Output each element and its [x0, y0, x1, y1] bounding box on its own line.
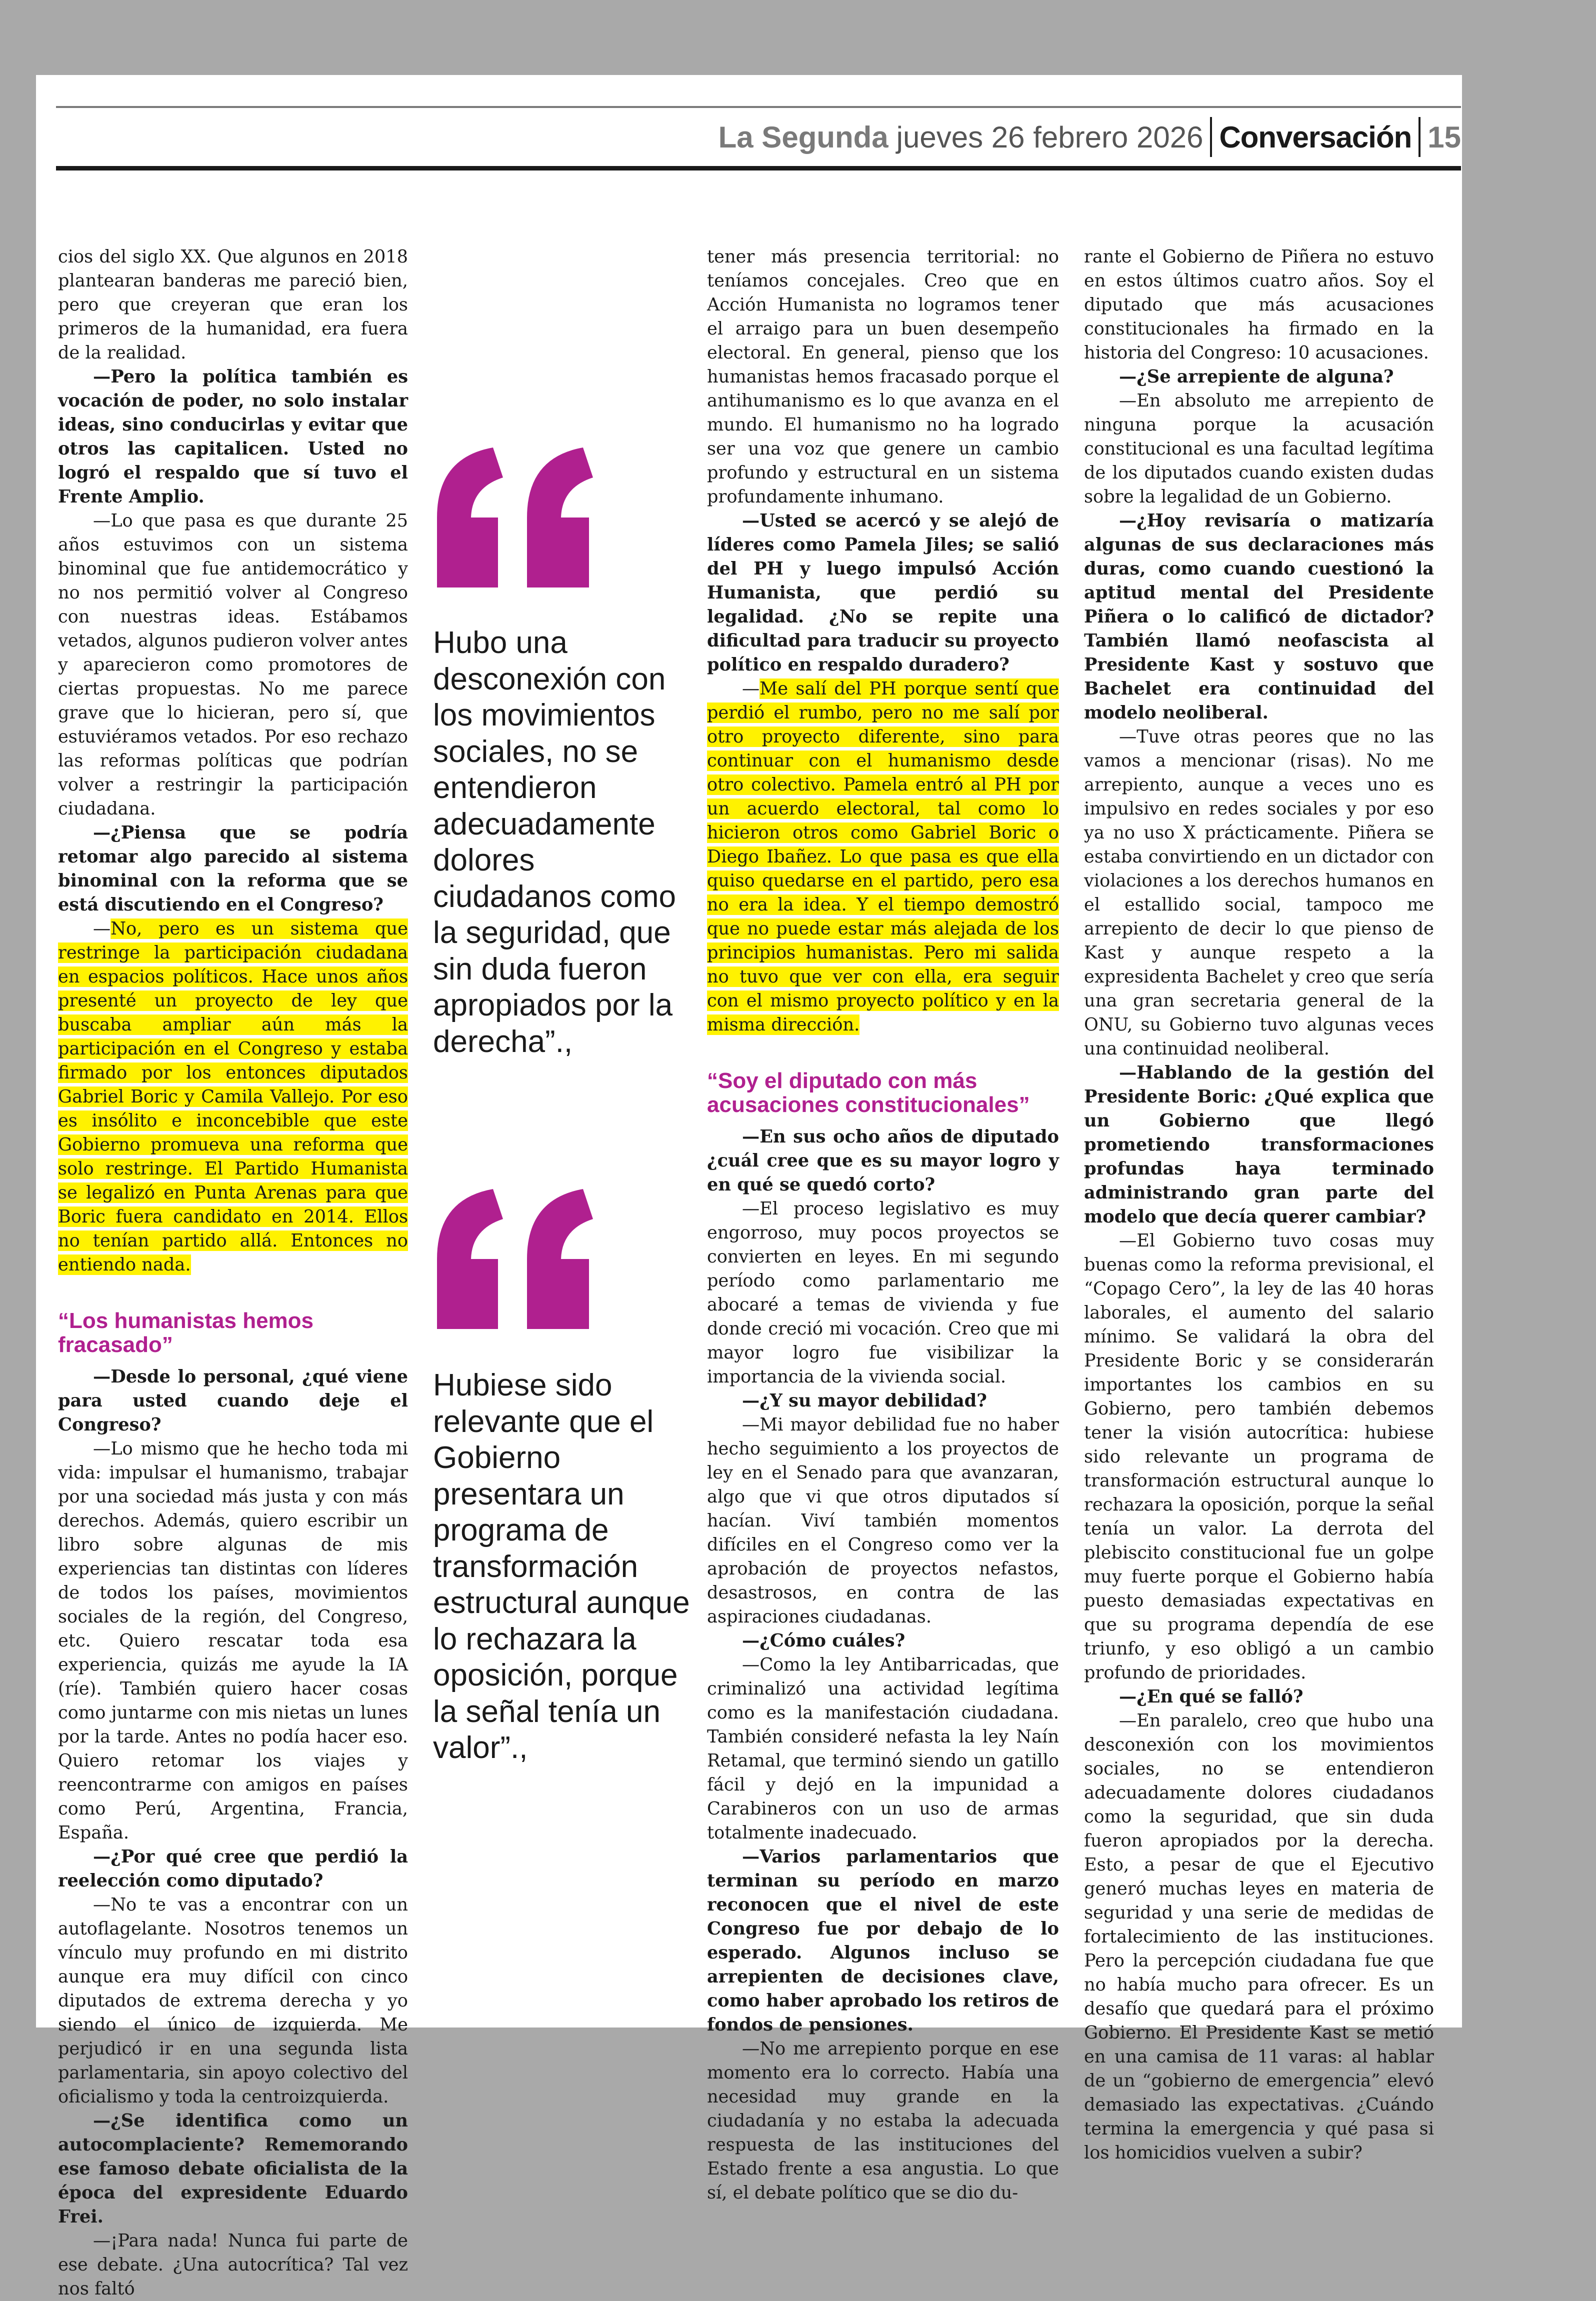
interview-answer: —Mi mayor debilidad fue no haber hecho seguimiento a los proyectos de ley en el Senado para que avanzaran, algo que vi que otros diputados sí hacían. Viví también momentos difíciles en el Congreso como ver la aprobación de proyectos nefastos, desastrosos, en contra de las aspiraciones ciudadanas. — [707, 1414, 1059, 1627]
interview-answer: —En paralelo, creo que hubo una desconexión con los movimientos sociales, no se entendieron adecuadamente dolores ciudadanos como la seguridad, que sin duda fueron apropiados por la derecha. Esto, a pesar de que el Ejecutivo generó muchas leyes en materia de seguridad y una serie de medidas de fortalecimiento de las instituciones. Pero la percepción ciudadana fue que no había mucho para ofrecer. Es un desafío que quedará para el próximo Gobierno. El Presidente Kast se metió en una camisa de 11 varas: al hablar de un “gobierno de emergencia” elevó demasiado las expectativas. ¿Cuándo termina la emergencia y qué pasa si los homicidios vuelven a subir? — [1084, 1710, 1434, 2163]
interview-answer: —No te vas a encontrar con un autoflagelante. Nosotros tenemos un vínculo muy profundo en mi distrito aunque era muy difícil con cinco diputados de extrema derecha y yo siendo el único de izquierda. Me perjudicó ir en una segunda lista parlamentaria, sin apoyo colectivo del oficialismo y toda la centroizquierda. — [58, 1894, 408, 2107]
header-bottom-rule — [56, 166, 1461, 170]
highlighted-answer: No, pero es un sistema que restringe la participación ciudadana en espacios políticos. Hace unos años presenté un proyecto de ley que buscaba ampliar aún más la participación en el Congreso y estaba firmado por los entonces diputados Gabriel Boric y Camila Vallejo. Por eso es insólito e inconcebible que este Gobierno promueva una reforma que solo restringe. El Partido Humanista se legalizó en Punta Arenas para que Boric fuera candidato en 2014. Ellos no tenían partido allá. Entonces no entiendo nada. — [58, 918, 408, 1275]
header-separator — [1210, 117, 1212, 157]
section-subhead: “Los humanistas hemos fracasado” — [58, 1308, 314, 1357]
interview-question: —Pero la política también es vocación de poder, no solo instalar ideas, sino conducirlas y evitar que otros las capitalicen. Usted no logró el respaldo que sí tuvo el Frente Amplio. — [58, 366, 408, 507]
interview-question: —Usted se acercó y se alejó de líderes como Pamela Jiles; se salió del PH y luego impulsó Acción Humanista, que perdió su legalidad. ¿No se repite una dificultad para traducir su proyecto político en respaldo duradero? — [707, 510, 1059, 675]
interview-question: —¿Y su mayor debilidad? — [742, 1390, 987, 1411]
publication-name: La Segunda — [718, 120, 888, 154]
highlighted-answer: Me salí del PH porque sentí que perdió el rumbo, pero no me salí por otro proyecto diferente, sino para continuar con el humanismo desde otro colectivo. Pamela entró al PH por un acuerdo electoral, tal como lo hicieron otros como Gabriel Boric o Diego Ibañez. Lo que pasa es que ella quiso quedarse en el partido, pero esa no era la idea. Y el tiempo demostró que no puede estar más alejada de los principios humanistas. Pero mi salida no tuvo que ver con ella, era seguir con el mismo proyecto político y en la misma dirección. — [707, 678, 1059, 1035]
interview-answer — [58, 917, 408, 1277]
body-paragraph: cios del siglo XX. Que algunos en 2018 plantearan banderas me pareció bien, pero que creyeran que eran los primeros de la humanidad, era fuera de la realidad. — [58, 246, 408, 363]
interview-answer: —En absoluto me arrepiento de ninguna porque la acusación constitucional es una facultad legítima de los diputados cuando existen dudas sobre la legalidad de un Gobierno. — [1084, 390, 1434, 507]
dash: — — [93, 918, 111, 939]
interview-answer — [707, 677, 1059, 1037]
interview-question: —Hablando de la gestión del Presidente Boric: ¿Qué explica que un Gobierno que llegó prometiendo transformaciones profundas haya terminado administrando gran parte del modelo que decía querer cambiar? — [1084, 1062, 1434, 1227]
interview-question: —¿Se identifica como un autocomplaciente? Rememorando ese famoso debate oficialista de la época del expresidente Eduardo Frei. — [58, 2110, 408, 2227]
interview-question: —¿Piensa que se podría retomar algo parecido al sistema binominal con la reforma que se está discutiendo en el Congreso? — [58, 822, 408, 915]
interview-answer: —El Gobierno tuvo cosas muy buenas como la reforma previsional, el “Copago Cero”, la ley de las 40 horas laborales, el aumento del salario mínimo. Se validará la obra del Presidente Boric y se considerarán importantes los cambios en su Gobierno, pero también debemos tener la visión autocrítica: hubiese sido relevante un programa de transformación estructural aunque lo rechazara la oposición, porque la señal tenía un valor. La derrota del plebiscito constitucional fue un golpe muy fuerte porque el Gobierno había puesto demasiadas expectativas en que su programa dependía de ese triunfo, y eso obligó a un cambio profundo de prioridades. — [1084, 1230, 1434, 1683]
issue-date: jueves 26 febrero 2026 — [896, 120, 1204, 154]
section-subhead: “Soy el diputado con más acusaciones constitucionales” — [707, 1068, 1030, 1117]
dash: — — [742, 678, 760, 699]
interview-question: —Desde lo personal, ¿qué viene para usted cuando deje el Congreso? — [58, 1366, 408, 1435]
article-column-1 — [58, 245, 408, 2301]
page-header — [56, 111, 1461, 163]
interview-answer: —¡Para nada! Nunca fui parte de ese debate. ¿Una autocrítica? Tal vez nos faltó — [58, 2230, 408, 2299]
pull-quote-2: Hubiese sido relevante que el Gobierno presentara un programa de transformación estructural aunque lo rechazara la oposición, porque la señal tenía un valor”., — [433, 1368, 690, 1765]
interview-answer: —El proceso legislativo es muy engorroso, muy pocos proyectos se convierten en leyes. En mi segundo período como parlamentario me abocaré a temas de vivienda y fue donde creció mi vocación. Creo que mi mayor logro fue visibilizar la importancia de la vivienda social. — [707, 1198, 1059, 1387]
section-name: Conversación — [1219, 120, 1412, 154]
interview-question: —¿Por qué cree que perdió la reelección como diputado? — [58, 1846, 408, 1891]
header-separator — [1418, 117, 1420, 157]
interview-question: —En sus ocho años de diputado ¿cuál cree que es su mayor logro y en qué se quedó corto? — [707, 1126, 1059, 1195]
interview-question: —¿Cómo cuáles? — [742, 1630, 906, 1651]
interview-answer: —Lo que pasa es que durante 25 años estuvimos con un sistema binominal que fue antidemocrático y no nos permitió volver al Congreso con nuestras ideas. Estábamos vetados, algunos pudieron volver antes y aparecieron como promotores de ciertas propuestas. No me parece grave que lo hicieran, pero sí, que estuviéramos vetados. Por eso rechazo las reformas políticas que podrían volver a restringir la participación ciudadana. — [58, 510, 408, 819]
interview-answer: —Como la ley Antibarricadas, que criminalizó una actividad legítima como es la manifestación ciudadana. También consideré nefasta la ley Naín Retamal, que terminó siendo un gatillo fácil y dejó en la impunidad a Carabineros con un uso de armas totalmente inadecuado. — [707, 1654, 1059, 1843]
body-paragraph: rante el Gobierno de Piñera no estuvo en estos últimos cuatro años. Soy el diputado que más acusaciones constitucionales ha firmado en la historia del Congreso: 10 acusaciones. — [1084, 246, 1434, 363]
interview-question: —¿Hoy revisaría o matizaría algunas de sus declaraciones más duras, como cuando cuestionó la aptitud mental del Presidente Piñera o lo calificó de dictador? También llamó neofascista al Presidente Kast y sostuvo que Bachelet era continuidad del modelo neoliberal. — [1084, 510, 1434, 723]
interview-answer: —No me arrepiento porque en ese momento era lo correcto. Había una necesidad muy grande en la ciudadanía y no estaba la adecuada respuesta de las instituciones del Estado frente a esa angustia. Lo que sí, el debate político que se dio du- — [707, 2038, 1059, 2203]
pull-quote-1: Hubo una desconexión con los movimientos sociales, no se entendieron adecuadamente dolores ciudadanos como la seguridad, que sin duda fueron apropiados por la derecha”., — [433, 626, 676, 1059]
interview-question: —¿Se arrepiente de alguna? — [1119, 366, 1394, 387]
quote-mark-icon — [433, 1184, 593, 1329]
quote-mark-icon — [433, 442, 593, 588]
interview-question: —Varios parlamentarios que terminan su período en marzo reconocen que el nivel de este Congreso fue por debajo de lo esperado. Algunos incluso se arrepienten de decisiones clave, como haber aprobado los retiros de fondos de pensiones. — [707, 1846, 1059, 2035]
page-number: 15 — [1428, 120, 1461, 154]
interview-answer: —Tuve otras peores que no las vamos a mencionar (risas). No me arrepiento, aunque a veces uno es impulsivo en redes sociales y por eso ya no uso X prácticamente. Piñera se estaba convirtiendo en un dictador con violaciones a los derechos humanos en el estallido social, tampoco me arrepiento de decir lo que pienso de Kast y aunque respeto a la expresidenta Bachelet y creo que sería una gran secretaria general de la ONU, su Gobierno tuvo algunas veces una continuidad neoliberal. — [1084, 726, 1434, 1059]
header-top-rule — [56, 106, 1461, 108]
body-paragraph: tener más presencia territorial: no teníamos concejales. Creo que en Acción Humanista no logramos tener el arraigo para un buen desempeño electoral. En general, pienso que los humanistas hemos fracasado porque el antihumanismo es lo que avanza en el mundo. El humanismo no ha logrado ser una voz que genere un cambio profundo y estructural en un sistema profundamente inhumano. — [707, 246, 1059, 507]
interview-question: —¿En qué se falló? — [1119, 1686, 1304, 1707]
article-column-3 — [707, 245, 1059, 2205]
interview-answer: —Lo mismo que he hecho toda mi vida: impulsar el humanismo, trabajar por una sociedad más justa y con más derechos. Además, quiero escribir un libro sobre algunas de mis experiencias tan distintas con líderes de todos los países, movimientos sociales de la región, del Congreso, etc. Quiero rescatar toda esa experiencia, quizás me ayude la IA (ríe). También quiero hacer cosas como juntarme con mis nietas un lunes por la tarde. Antes no podía hacer eso. Quiero retomar los viajes y reencontrarme con amigos en países como Perú, Argentina, Francia, España. — [58, 1438, 408, 1843]
article-column-4 — [1084, 245, 1434, 2165]
